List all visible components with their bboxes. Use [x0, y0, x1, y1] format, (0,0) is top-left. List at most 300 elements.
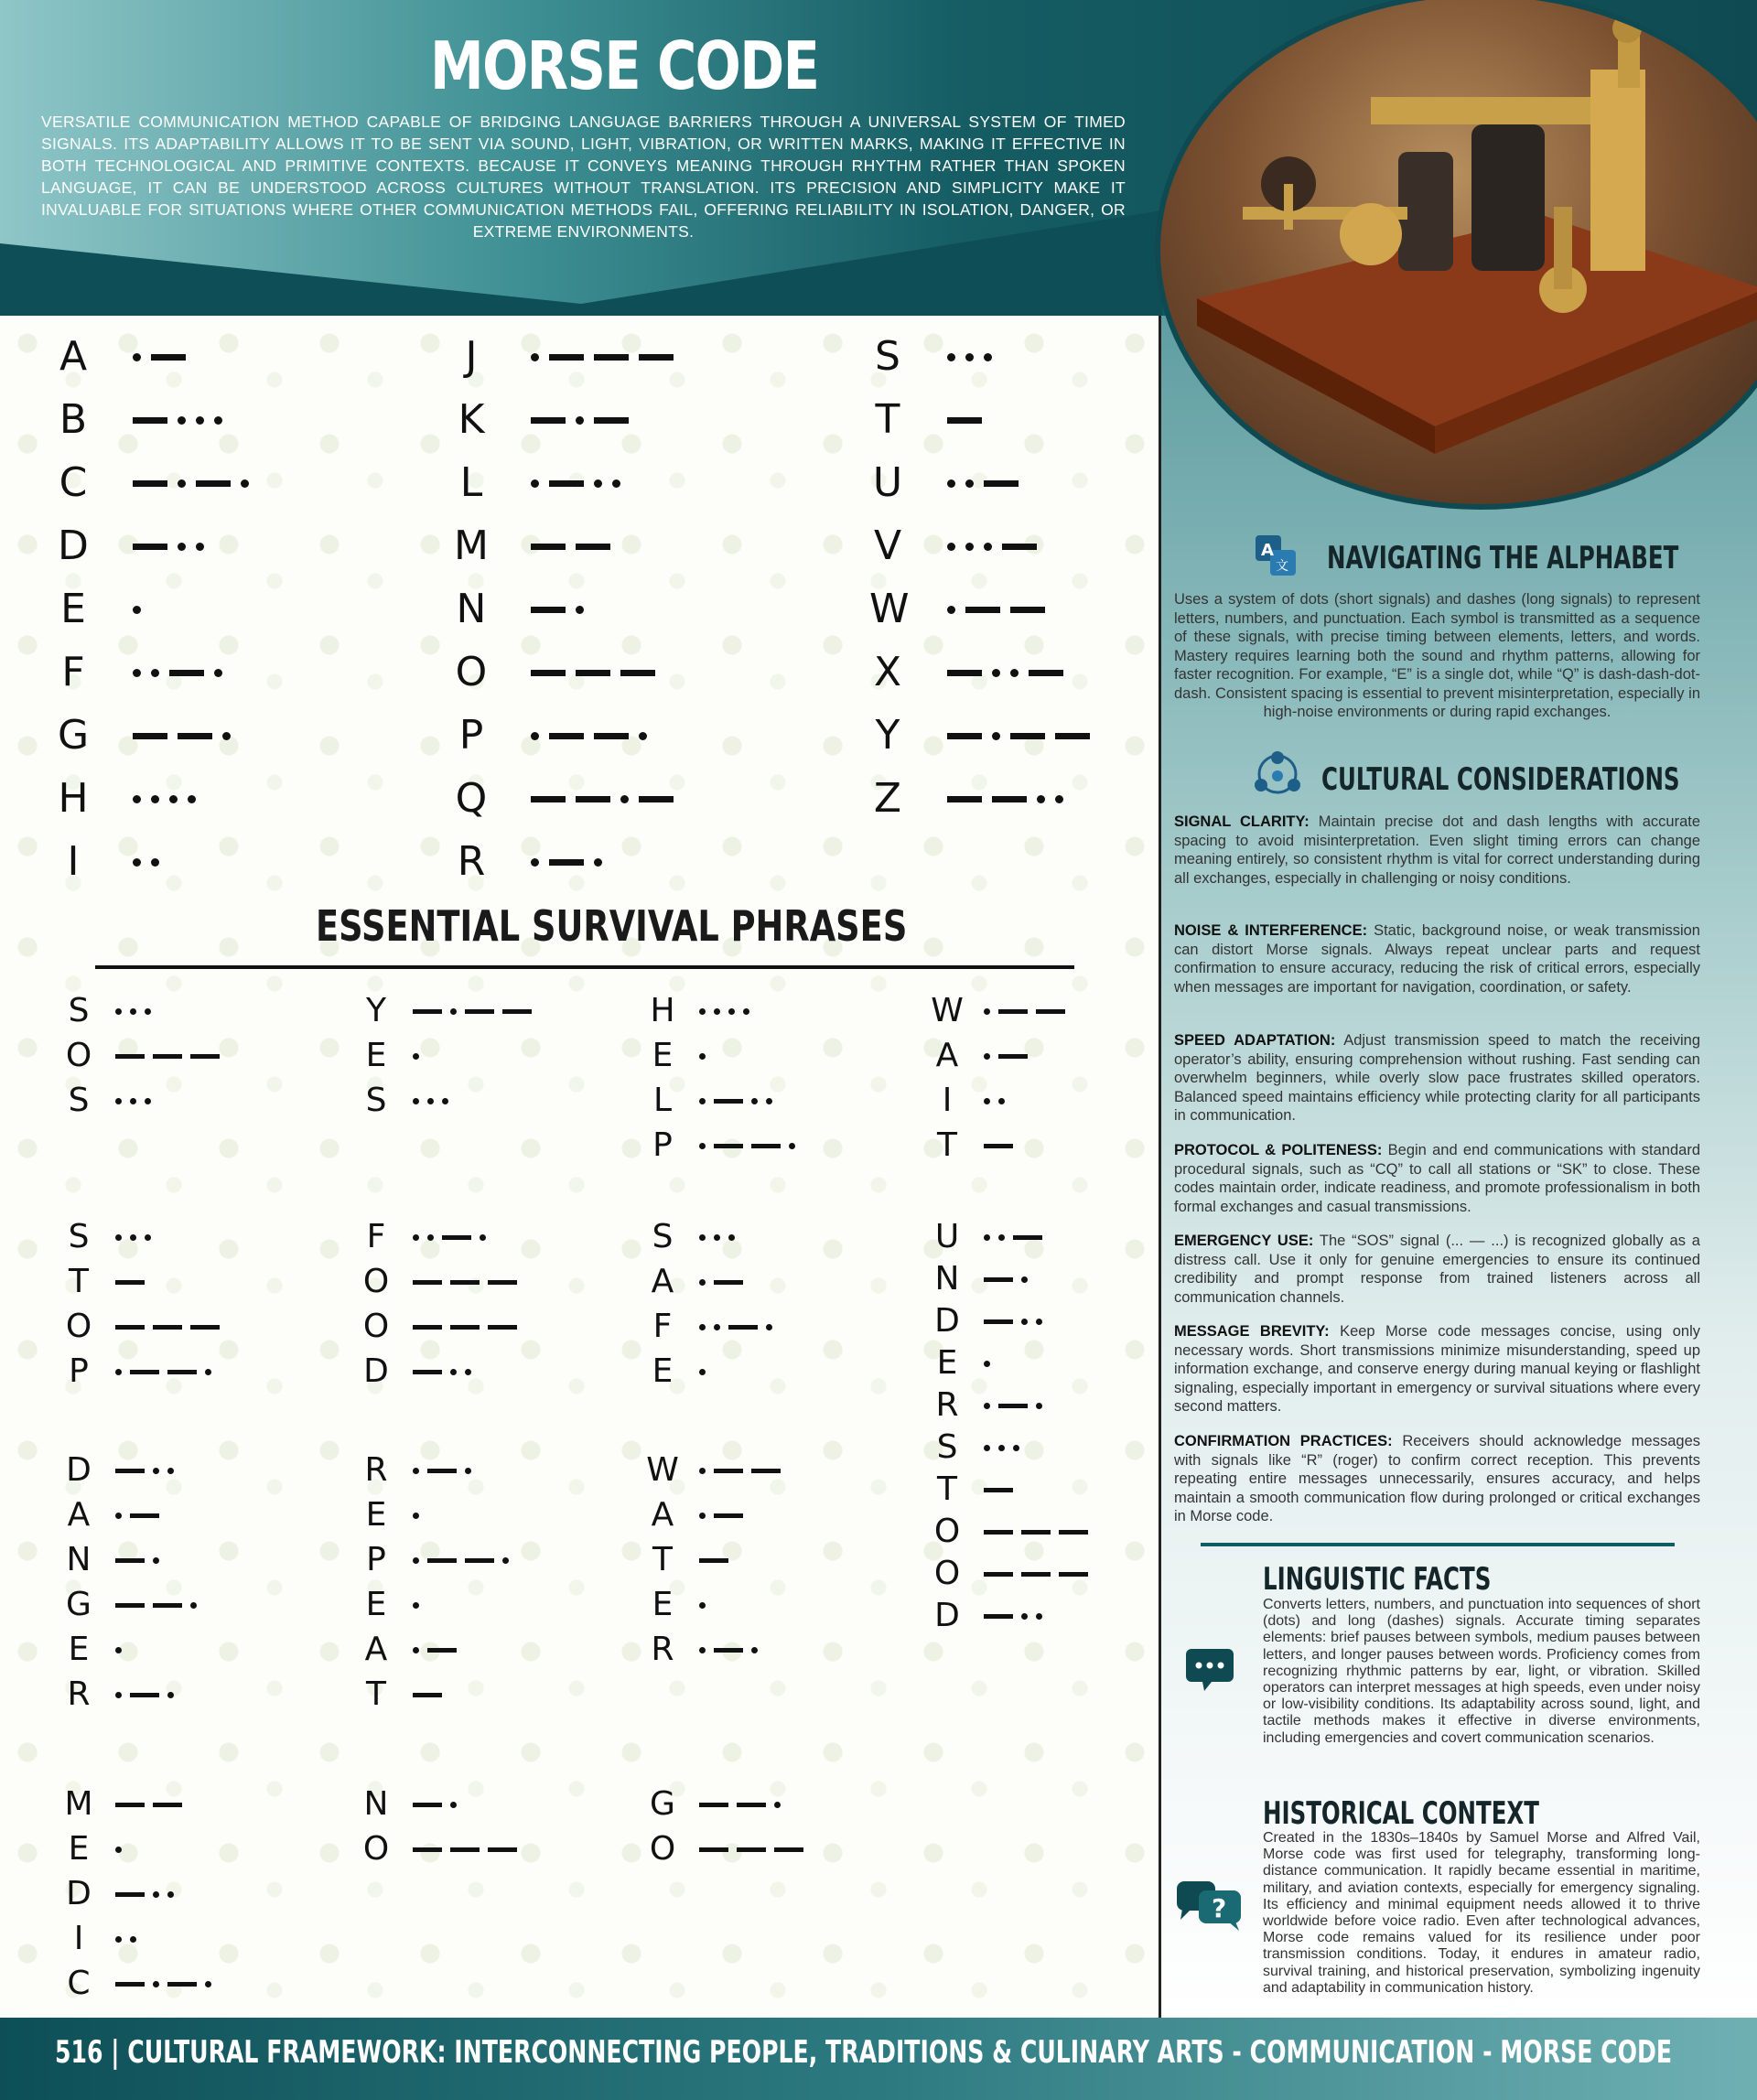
morse-dot: [947, 479, 955, 488]
item-text: Keep Morse code messages concise, using only necessary words. Short transmissions minimize misunderstanding, speed up information exchange, and conserve energy during manual keying or flashlight signaling, especially important in emergency or survival situations where every second matters.: [1174, 1323, 1700, 1415]
morse-dash: [133, 544, 167, 550]
cultural-item-noise: [1174, 921, 1700, 996]
morse-dot: [115, 1936, 122, 1943]
morse-dash: [133, 417, 167, 424]
morse-dash: [1059, 1530, 1088, 1535]
phrase-letter: E: [365, 1037, 387, 1074]
phrase-code: [413, 1081, 457, 1121]
phrase-letter: O: [649, 1830, 676, 1868]
phrase-code: [984, 1217, 1051, 1257]
alphabet-code: [133, 713, 241, 759]
phrase-letter: E: [652, 1037, 674, 1074]
phrase-letter: E: [936, 1344, 958, 1382]
phrase-code: [115, 1352, 220, 1392]
phrase-letter: E: [365, 1496, 387, 1534]
morse-dot: [480, 1234, 486, 1241]
morse-dash: [1059, 1572, 1088, 1577]
morse-dash: [992, 796, 1027, 802]
morse-dot: [465, 1369, 471, 1375]
phrase-code: [699, 1630, 766, 1670]
phrase-letter: R: [935, 1386, 959, 1424]
morse-dot: [214, 669, 222, 677]
morse-dash: [115, 1803, 145, 1807]
phrase-letter: L: [652, 1082, 673, 1119]
phrase-code: [115, 1630, 130, 1670]
phrase-code: [413, 1829, 525, 1869]
phrase-code: [115, 1874, 182, 1914]
morse-dot: [576, 606, 584, 614]
morse-dot: [413, 1602, 419, 1609]
phrase-letter: U: [934, 1218, 960, 1255]
item-label: CONFIRMATION PRACTICES:: [1174, 1433, 1393, 1449]
phrase-letter: E: [68, 1830, 90, 1868]
morse-dash: [549, 733, 584, 739]
morse-dot: [450, 1369, 457, 1375]
morse-dash: [1013, 1235, 1042, 1240]
morse-dot: [699, 1468, 706, 1474]
svg-text:?: ?: [1212, 1893, 1227, 1923]
footer-text: 516 | CULTURAL FRAMEWORK: INTERCONNECTING PEOPLE, TRADITIONS & CULINARY ARTS - COMMUNICATION - MORSE CODE: [55, 2034, 1673, 2071]
phrase-code: [115, 1829, 130, 1869]
phrase-letter: G: [66, 1586, 92, 1623]
alphabet-letter: P: [458, 712, 484, 759]
phrase-code: [115, 1036, 228, 1076]
alphabet-code: [133, 397, 232, 443]
morse-dot: [115, 1008, 122, 1015]
phrase-code: [413, 1262, 525, 1302]
morse-dash: [427, 1648, 457, 1653]
alphabet-letter: K: [458, 396, 485, 443]
morse-dot: [984, 353, 992, 361]
phrase-letter: P: [69, 1352, 89, 1390]
morse-dot: [699, 1098, 706, 1104]
morse-dash: [984, 1488, 1013, 1492]
morse-dot: [714, 1008, 720, 1015]
morse-dot: [984, 1008, 990, 1015]
morse-dash: [639, 796, 674, 802]
phrase-code: [115, 1784, 190, 1825]
morse-dash: [714, 1099, 743, 1104]
morse-dash: [465, 1009, 494, 1014]
phrase-code: [413, 1675, 450, 1715]
question-chat-icon: [1175, 1876, 1243, 1933]
morse-dot: [115, 1513, 122, 1519]
alphabet-letter: T: [875, 396, 900, 443]
item-label: SPEED ADAPTATION:: [1174, 1032, 1336, 1049]
phrase-letter: T: [69, 1263, 89, 1300]
morse-dot: [153, 1468, 159, 1474]
morse-dash: [115, 1982, 145, 1987]
phrase-code: [413, 1217, 494, 1257]
morse-dot: [133, 795, 141, 803]
phrase-code: [699, 1450, 789, 1491]
translate-icon: [1256, 535, 1296, 576]
phrase-letter: N: [934, 1260, 960, 1298]
phrase-letter: D: [66, 1451, 92, 1489]
phrase-code: [413, 1630, 465, 1670]
item-text: Adjust transmission speed to match the receiving operator’s ability, ensuring comprehension without rushing. Fast sending can overwhelm beginners, while overly slow pace frustrates skilled operators. Balanced speed maintains efficiency while protecting clarity for all participants in communication.: [1174, 1032, 1700, 1124]
morse-dash: [153, 1325, 182, 1330]
morse-dash: [169, 670, 204, 676]
phrase-code: [984, 1301, 1051, 1341]
morse-dash: [549, 480, 584, 487]
morse-dot: [699, 1647, 706, 1653]
morse-dash: [488, 1325, 517, 1330]
morse-dash: [133, 480, 167, 487]
item-text: The “SOS” signal (... — ...) is recognized globally as a distress call. Use it only for genuine emergencies to ensure its continued credibility and prompt response from trained listeners across all communication channels.: [1174, 1233, 1700, 1306]
morse-dot: [413, 1098, 419, 1104]
alphabet-letter: N: [456, 586, 487, 632]
phrase-code: [699, 1307, 781, 1347]
phrases-heading: ESSENTIAL SURVIVAL PHRASES: [316, 901, 908, 951]
alphabet-letter: S: [875, 333, 900, 380]
morse-dash: [167, 1982, 197, 1987]
morse-dot: [965, 543, 974, 551]
morse-dash: [594, 733, 629, 739]
phrase-letter: T: [652, 1541, 673, 1578]
morse-dash: [576, 670, 610, 676]
morse-dot: [699, 1602, 706, 1609]
alphabet-code: [947, 650, 1073, 695]
alphabet-code: [947, 334, 1002, 380]
morse-dot: [612, 479, 620, 488]
morse-dot: [531, 732, 539, 740]
morse-dot: [766, 1324, 772, 1330]
morse-dash: [413, 1009, 442, 1014]
alphabet-code: [531, 587, 594, 632]
morse-dash: [413, 1370, 442, 1374]
alphabet-code: [133, 587, 151, 632]
morse-dot: [151, 858, 159, 867]
morse-dot: [115, 1647, 122, 1653]
morse-main-panel: [0, 316, 1159, 2018]
morse-dash: [1010, 607, 1045, 613]
sidebar-separator: [1201, 1543, 1675, 1546]
morse-dash: [751, 1144, 781, 1148]
morse-dot: [413, 1234, 419, 1241]
phrase-code: [115, 1675, 182, 1715]
morse-dot: [789, 1143, 795, 1149]
phrase-letter: O: [362, 1263, 390, 1300]
morse-dot: [130, 1234, 136, 1241]
phrase-letter: C: [67, 1965, 91, 2002]
phrase-code: [984, 1427, 1028, 1468]
phrase-letter: O: [65, 1037, 92, 1074]
phrase-code: [699, 1585, 714, 1625]
phrase-code: [699, 1829, 812, 1869]
morse-dash: [115, 1892, 145, 1897]
phrase-letter: S: [365, 1082, 387, 1119]
morse-dash: [413, 1325, 442, 1330]
phrase-letter: R: [67, 1675, 91, 1713]
cultural-item-protocol: [1174, 1141, 1700, 1216]
morse-dash: [714, 1469, 743, 1473]
phrase-code: [115, 1919, 145, 1959]
alphabet-letter: I: [67, 838, 80, 885]
morse-dot: [699, 1279, 706, 1286]
phrase-code: [115, 991, 159, 1031]
morse-dot: [947, 606, 955, 614]
item-text: Begin and end communications with standard procedural signals, such as “CQ” to call all stations or “SK” to close. These codes maintain order, indicate readiness, and promote professionalism in both formal exchanges and casual transmissions.: [1174, 1142, 1700, 1215]
alphabet-code: [531, 713, 657, 759]
morse-dot: [450, 1008, 457, 1015]
phrase-letter: T: [937, 1126, 957, 1164]
alphabet-letter: X: [873, 649, 902, 695]
alphabet-letter: Y: [875, 712, 900, 759]
phrase-code: [413, 1585, 427, 1625]
morse-dash: [984, 1572, 1013, 1577]
morse-dot: [145, 1234, 151, 1241]
phrase-code: [115, 1540, 167, 1580]
morse-dot: [992, 669, 1000, 677]
morse-dash: [413, 1847, 442, 1852]
cultural-item-speed: [1174, 1031, 1700, 1125]
morse-dot: [205, 1981, 211, 1987]
morse-dot: [714, 1234, 720, 1241]
phrase-code: [984, 1385, 1051, 1426]
morse-dot: [167, 1692, 174, 1698]
morse-dot: [531, 353, 539, 361]
morse-dot: [965, 353, 974, 361]
phrase-code: [699, 1540, 737, 1580]
phrase-letter: E: [652, 1586, 674, 1623]
morse-dot: [115, 1234, 122, 1241]
morse-dash: [442, 1235, 471, 1240]
morse-dot: [1037, 795, 1045, 803]
item-label: PROTOCOL & POLITENESS:: [1174, 1142, 1383, 1158]
morse-dot: [699, 1143, 706, 1149]
phrase-code: [413, 1540, 517, 1580]
phrase-letter: G: [650, 1785, 675, 1823]
alphabet-letter: B: [59, 396, 88, 443]
morse-dot: [115, 1692, 122, 1698]
morse-dash: [639, 354, 674, 361]
phrase-code: [115, 1585, 205, 1625]
morse-dash: [594, 417, 629, 424]
phrase-letter: S: [652, 1218, 674, 1255]
phrase-letter: E: [652, 1352, 674, 1390]
morse-dash: [984, 1277, 1013, 1282]
morse-dot: [699, 1008, 706, 1015]
morse-dot: [998, 1234, 1005, 1241]
phrase-code: [115, 1262, 153, 1302]
morse-dash: [751, 1469, 781, 1473]
alphabet-code: [133, 776, 206, 822]
linguistic-text: Converts letters, numbers, and punctuation into sequences of short (dots) and long (dashes) signals. Accurate timing separates elements: brief pauses between symbols, medium pauses between letters, and longer pauses between words. Proficiency comes from recognizing rhythmic patterns by ear, light, or vibration. Skilled operators can interpret messages at high speeds, even under noisy or low-visibility conditions. Its adaptability across sound, light, and tactile methods makes it effective in diverse environments, including emergencies and covert communication scenarios.: [1263, 1597, 1700, 1746]
morse-dash: [620, 670, 655, 676]
morse-dash: [151, 354, 186, 361]
morse-dot: [241, 479, 249, 488]
phrase-code: [115, 1081, 159, 1121]
morse-dash: [450, 1280, 480, 1285]
phrase-code: [984, 1036, 1036, 1076]
morse-dash: [737, 1803, 766, 1807]
alphabet-letter: A: [59, 333, 88, 380]
morse-dash: [947, 417, 982, 424]
morse-dot: [196, 416, 204, 425]
morse-dot: [751, 1098, 758, 1104]
morse-dot: [1021, 1319, 1028, 1325]
item-label: NOISE & INTERFERENCE:: [1174, 922, 1368, 939]
morse-dash: [594, 354, 629, 361]
morse-dash: [133, 733, 167, 739]
morse-dot: [766, 1098, 772, 1104]
morse-dot: [465, 1468, 471, 1474]
morse-dash: [714, 1513, 743, 1518]
phrase-letter: H: [650, 992, 675, 1029]
morse-dash: [153, 1803, 182, 1807]
morse-dot: [639, 732, 647, 740]
phrase-letter: D: [363, 1352, 389, 1390]
alphabet-letter: D: [58, 522, 89, 569]
morse-dot: [130, 1936, 136, 1943]
phrase-letter: R: [651, 1631, 674, 1668]
morse-dash: [998, 1009, 1028, 1014]
morse-dot: [984, 1403, 990, 1409]
morse-dash: [531, 796, 566, 802]
alphabet-letter: O: [455, 649, 488, 695]
morse-dot: [699, 1324, 706, 1330]
morse-dot: [133, 353, 141, 361]
morse-dot: [153, 1891, 159, 1898]
morse-dash: [115, 1603, 145, 1608]
svg-text:文: 文: [1276, 559, 1288, 574]
alphabet-letter: W: [869, 586, 910, 632]
morse-dash: [115, 1054, 145, 1059]
phrase-letter: O: [933, 1513, 961, 1550]
morse-dot: [167, 1468, 174, 1474]
item-label: SIGNAL CLARITY:: [1174, 813, 1310, 830]
alphabet-letter: V: [873, 522, 902, 569]
morse-dash: [699, 1847, 728, 1852]
morse-dot: [427, 1234, 434, 1241]
morse-dot: [188, 795, 196, 803]
alphabet-code: [133, 839, 169, 885]
morse-dash: [576, 544, 610, 550]
phrase-letter: E: [365, 1586, 387, 1623]
morse-dot: [947, 543, 955, 551]
morse-dot: [427, 1098, 434, 1104]
item-label: EMERGENCY USE:: [1174, 1233, 1314, 1249]
phrase-code: [413, 1495, 427, 1535]
morse-dash: [984, 1530, 1013, 1535]
morse-dash: [998, 1054, 1028, 1059]
morse-dash: [947, 733, 982, 739]
morse-dash: [774, 1847, 803, 1852]
morse-dot: [130, 1098, 136, 1104]
morse-dash: [1036, 1009, 1065, 1014]
morse-dot: [442, 1098, 448, 1104]
phrase-letter: A: [364, 1631, 388, 1668]
phrase-code: [984, 1343, 998, 1384]
morse-dot: [751, 1647, 758, 1653]
morse-dash: [714, 1144, 743, 1148]
alphabet-code: [133, 523, 214, 569]
morse-dash: [130, 1513, 159, 1518]
alphabet-letter: M: [454, 522, 489, 569]
phrase-letter: S: [68, 992, 90, 1029]
morse-dot: [413, 1557, 419, 1564]
morse-dash: [549, 859, 584, 866]
morse-dash: [531, 417, 566, 424]
morse-dash: [196, 480, 231, 487]
morse-dot: [531, 479, 539, 488]
morse-dash: [130, 1693, 159, 1697]
morse-dash: [502, 1009, 532, 1014]
morse-dot: [153, 1981, 159, 1987]
morse-dash: [130, 1370, 159, 1374]
morse-dot: [594, 479, 602, 488]
morse-dot: [998, 1445, 1005, 1451]
morse-dash: [998, 1404, 1028, 1408]
morse-dash: [178, 733, 212, 739]
nav-text: Uses a system of dots (short signals) and dashes (long signals) to represent letters, numbers, and punctuation. Each symbol is transmitted as a sequence of these signals, with precise timing between elements, letters, and words. Mastery requires learning both the sound and rhythm patterns, allowing for faster recognition. For example, “E” is a single dot, while “Q” is dash-dash-dot-dash. Consistent spacing is essential to prevent misinterpretation, especially in high-noise environments or during rapid exchanges.: [1174, 591, 1700, 720]
morse-dot: [115, 1847, 122, 1853]
phrase-code: [115, 1307, 228, 1347]
phrase-letter: D: [934, 1302, 960, 1340]
morse-dot: [169, 795, 178, 803]
phrase-letter: P: [366, 1541, 386, 1578]
morse-dot: [984, 1098, 990, 1104]
morse-dot: [594, 858, 602, 867]
morse-dash: [427, 1469, 457, 1473]
morse-dot: [1036, 1613, 1042, 1620]
morse-dash: [531, 544, 566, 550]
morse-dot: [115, 1369, 122, 1375]
morse-dot: [984, 1053, 990, 1060]
morse-dash: [115, 1558, 145, 1563]
cultural-item-confirmation: [1174, 1432, 1700, 1526]
morse-dot: [947, 353, 955, 361]
phrase-letter: R: [364, 1451, 388, 1489]
alphabet-letter: L: [459, 459, 483, 506]
alphabet-code: [531, 776, 684, 822]
phrase-letter: D: [66, 1875, 92, 1912]
morse-dash: [450, 1847, 480, 1852]
morse-dot: [984, 1361, 990, 1367]
morse-dot: [699, 1053, 706, 1060]
alphabet-code: [947, 460, 1029, 506]
cultural-item-brevity: [1174, 1322, 1700, 1416]
alphabet-letter: J: [465, 333, 478, 380]
morse-dot: [714, 1324, 720, 1330]
phrase-code: [699, 1217, 743, 1257]
morse-dot: [413, 1053, 419, 1060]
morse-dash: [984, 1614, 1013, 1619]
morse-dash: [167, 1370, 197, 1374]
morse-dash: [714, 1280, 743, 1285]
historical-text: Created in the 1830s–1840s by Samuel Morse and Alfred Vail, Morse code was first used for telegraphy, transforming long-distance communication. It rapidly became essential in maritime, military, and aviation contexts, especially for emergency signaling. Its efficiency and minimal equipment needs allowed it to thrive worldwide before voice radio. Even after technological advances, Morse code remains valued for its resilience under poor transmission conditions. Today, it endures in amateur radio, survival training, and historical preservation, symbolizing ingenuity and adaptability in communication history.: [1263, 1830, 1700, 1996]
alphabet-code: [531, 523, 620, 569]
morse-dash: [1010, 733, 1045, 739]
morse-dot: [699, 1513, 706, 1519]
phrase-letter: A: [67, 1496, 91, 1534]
morse-dash: [984, 480, 1019, 487]
morse-dot: [153, 1557, 159, 1564]
morse-dash: [1021, 1530, 1051, 1535]
phrase-letter: W: [646, 1451, 679, 1489]
phrase-code: [115, 1964, 220, 2004]
phrase-letter: S: [68, 1082, 90, 1119]
morse-dash: [737, 1847, 766, 1852]
nav-heading: NAVIGATING THE ALPHABET: [1327, 540, 1679, 576]
morse-dot: [145, 1008, 151, 1015]
phrase-code: [984, 991, 1073, 1031]
morse-dot: [133, 606, 141, 614]
morse-dot: [965, 479, 974, 488]
morse-dot: [728, 1008, 735, 1015]
morse-dot: [167, 1891, 174, 1898]
